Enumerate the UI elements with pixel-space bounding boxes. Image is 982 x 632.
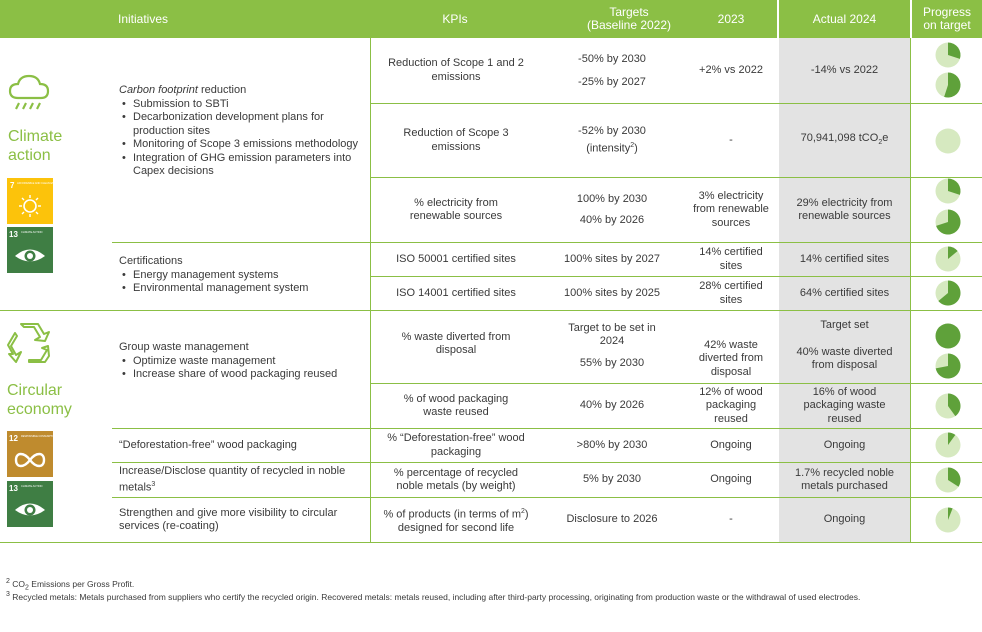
target-scope3	[541, 104, 683, 177]
target-waste-2024: Target to be set in 2024	[568, 321, 656, 347]
theme-circular-economy	[7, 381, 72, 419]
theme-climate-line1: Climate	[8, 128, 63, 145]
header-separator	[910, 0, 912, 38]
kpi-circular-services-sup: 2	[520, 507, 525, 515]
target-scope12-2030: -50% by 2030	[578, 53, 646, 66]
theme-climate-line2: action	[8, 147, 51, 164]
progress-pie	[935, 209, 961, 235]
initiative-certifications	[119, 255, 364, 296]
kpi-iso50001: ISO 50001 certified sites	[396, 252, 516, 265]
target-waste-2030: 55% by 2030	[579, 357, 645, 370]
y2023-deforestation-free: Ongoing	[710, 438, 752, 451]
y2023-recycled-metals: Ongoing	[710, 473, 752, 486]
initiative-circular-services: Strengthen and give more visibility to circular services (re-coating)	[119, 506, 338, 532]
actual-deforestation-free: Ongoing	[823, 438, 866, 451]
actual-renewable: 29% electricity from renewable sources	[796, 196, 893, 222]
sdg-13-icon	[7, 227, 53, 273]
target-recycled-metals: 5% by 2030	[582, 473, 642, 486]
initiative-recycled-metals	[119, 463, 364, 497]
initiative-title-italic: Carbon footprint	[119, 84, 198, 96]
sdg-12-icon	[7, 431, 79, 477]
y2023-scope12: +2% vs 2022	[699, 63, 763, 76]
table-header	[0, 0, 982, 38]
target-iso14001: 100% sites by 2025	[563, 286, 660, 299]
y2023-wood-packaging: 12% of wood packaging reused	[699, 385, 763, 425]
sdg-13-number: 13	[9, 230, 18, 239]
footnote-ref: 3	[151, 481, 156, 489]
column-divider	[910, 38, 911, 542]
footnote-2-sub: 2	[25, 584, 29, 592]
kpi-scope3: Reduction of Scope 3 emissions	[403, 127, 509, 153]
y2023-circular-services: -	[729, 513, 733, 526]
progress-pie	[935, 128, 961, 154]
header-progress	[912, 0, 982, 38]
kpi-wood-packaging: % of wood packaging waste reused	[403, 392, 509, 418]
initiative-waste-management	[119, 341, 364, 382]
kpi-iso14001: ISO 14001 certified sites	[396, 286, 516, 299]
y2023-scope3: -	[729, 133, 733, 146]
target-renewable-2026: 40% by 2026	[579, 214, 645, 227]
kpi-renewable: % electricity from renewable sources	[409, 196, 503, 222]
initiative-title	[119, 84, 364, 98]
section-divider	[0, 310, 982, 311]
list-item: • Energy management systems	[119, 269, 364, 283]
progress-pie	[935, 246, 961, 272]
kpi-deforestation-free: % “Deforestation-free” wood packaging	[387, 432, 525, 458]
initiative-deforestation-free: “Deforestation-free” wood packaging	[119, 438, 297, 451]
sdg-13-number: 13	[9, 484, 18, 493]
sdg-13-title: CLIMATE ACTION	[21, 485, 43, 488]
sdg-7-title: AFFORDABLE AND CLEAN ENERGY	[17, 182, 62, 185]
kpi-scope12: Reduction of Scope 1 and 2 emissions	[388, 57, 524, 83]
kpi-circular-services-rest: ) designed for second life	[397, 508, 529, 534]
actual-scope12: -14% vs 2022	[810, 63, 879, 76]
sdg-13-title: CLIMATE ACTION	[21, 231, 43, 234]
theme-climate-action	[8, 127, 62, 165]
header-2023: 2023	[717, 11, 745, 26]
progress-pie	[935, 280, 961, 306]
y2023-iso14001: 28% certified sites	[699, 280, 763, 306]
target-scope12-2027: -25% by 2027	[578, 76, 646, 89]
initiative-carbon-footprint	[119, 84, 364, 179]
target-deforestation-free: >80% by 2030	[576, 438, 648, 451]
footnote-number: 3	[6, 591, 10, 598]
initiative-title: Certifications	[119, 255, 183, 267]
initiative-title-rest: reduction	[197, 84, 247, 96]
list-item: • Increase share of wood packaging reused	[119, 368, 364, 382]
sdg-7-number: 7	[10, 181, 15, 190]
sdg-13-icon	[7, 481, 53, 527]
progress-pie	[935, 42, 961, 68]
progress-pie-background	[936, 129, 961, 154]
header-initiatives: Initiatives	[118, 11, 169, 26]
actual-waste-target: Target set	[820, 319, 869, 332]
progress-pie	[935, 353, 961, 379]
initiative-title: Group waste management	[119, 341, 249, 353]
footnote-2-rest: Emissions per Gross Profit.	[28, 578, 135, 589]
kpi-recycled-metals: % percentage of recycled noble metals (by weight)	[393, 466, 519, 492]
table-bottom-line	[0, 542, 982, 543]
footnote-number: 2	[6, 578, 10, 585]
progress-pie	[935, 432, 961, 458]
sdg-12-number: 12	[9, 434, 18, 443]
recycle-icon	[7, 322, 51, 364]
actual-wood-packaging: 16% of wood packaging waste reused	[803, 385, 886, 425]
header-kpis: KPIs	[442, 11, 468, 26]
header-targets-line1: Targets	[609, 5, 649, 19]
list-item: • Integration of GHG emission parameters into Capex decisions	[119, 152, 364, 179]
progress-pie	[935, 393, 961, 419]
footnote-2-text: CO	[9, 578, 26, 589]
list-item: • Decarbonization development plans for production sites	[119, 111, 364, 138]
header-targets-line2: (Baseline 2022)	[586, 18, 672, 32]
target-scope3-note-close: )	[634, 142, 638, 155]
progress-pie	[935, 72, 961, 98]
sdg-12-title: RESPONSIBLE CONSUMPTION AND PRODUCTION	[21, 435, 79, 438]
y2023-waste: 42% waste diverted from disposal	[698, 338, 764, 378]
cloud-rain-icon	[8, 74, 52, 114]
target-scope3-note	[586, 139, 638, 156]
actual-scope3-unit: e	[882, 131, 889, 144]
target-scope3-note-text: (intensity	[586, 142, 631, 155]
theme-circular-line2: economy	[7, 401, 72, 418]
y2023-iso50001: 14% certified sites	[699, 246, 763, 272]
y2023-renewable: 3% electricity from renewable sources	[693, 189, 769, 229]
header-actual-2024: Actual 2024	[812, 11, 877, 26]
actual-iso50001: 14% certified sites	[799, 252, 890, 265]
kpi-circular-services	[371, 498, 541, 542]
list-item: • Optimize waste management	[119, 355, 364, 369]
kpi-circular-services-text: % of products (in terms of m	[383, 508, 521, 521]
progress-pie-slice	[936, 324, 961, 349]
target-wood-packaging: 40% by 2026	[579, 399, 645, 412]
target-scope3-value: -52% by 2030	[578, 125, 646, 138]
sdg-7-icon	[7, 178, 62, 224]
list-item: • Submission to SBTi	[119, 98, 364, 112]
actual-recycled-metals: 1.7% recycled noble metals purchased	[794, 466, 895, 492]
progress-pie	[935, 507, 961, 533]
progress-pie	[935, 467, 961, 493]
target-iso50001: 100% sites by 2027	[563, 252, 660, 265]
header-progress-line1: Progress	[922, 5, 972, 19]
header-progress-line2: on target	[923, 18, 971, 32]
footnote-3-text: Recycled metals: Metals purchased from suppliers who certify the recycled origin. Recovered metals: metals reused, including after third-party processing, originating from production waste or the withdrawal of used electrodes.	[9, 591, 861, 602]
actual-scope3-sub: 2	[878, 138, 883, 146]
initiative-metals-text: Increase/Disclose quantity of recycled in noble metals	[119, 464, 346, 494]
actual-waste-diverted: 40% waste diverted from disposal	[796, 345, 893, 371]
kpi-waste-diverted: % waste diverted from disposal	[401, 330, 511, 356]
footnote-ref: 2	[630, 141, 635, 149]
progress-pie	[935, 323, 961, 349]
progress-pie	[935, 178, 961, 204]
target-circular-services: Disclosure to 2026	[566, 513, 658, 526]
actual-scope3-value: 70,941,098 tCO	[800, 131, 879, 144]
actual-iso14001: 64% certified sites	[799, 286, 890, 299]
footnote-3	[6, 589, 976, 603]
list-item: • Monitoring of Scope 3 emissions methodology	[119, 138, 364, 152]
actual-circular-services: Ongoing	[823, 513, 866, 526]
actual-scope3	[779, 104, 910, 177]
list-item: • Environmental management system	[119, 282, 364, 296]
target-renewable-2030: 100% by 2030	[576, 193, 648, 206]
header-separator	[777, 0, 779, 38]
theme-circular-line1: Circular	[7, 382, 63, 399]
